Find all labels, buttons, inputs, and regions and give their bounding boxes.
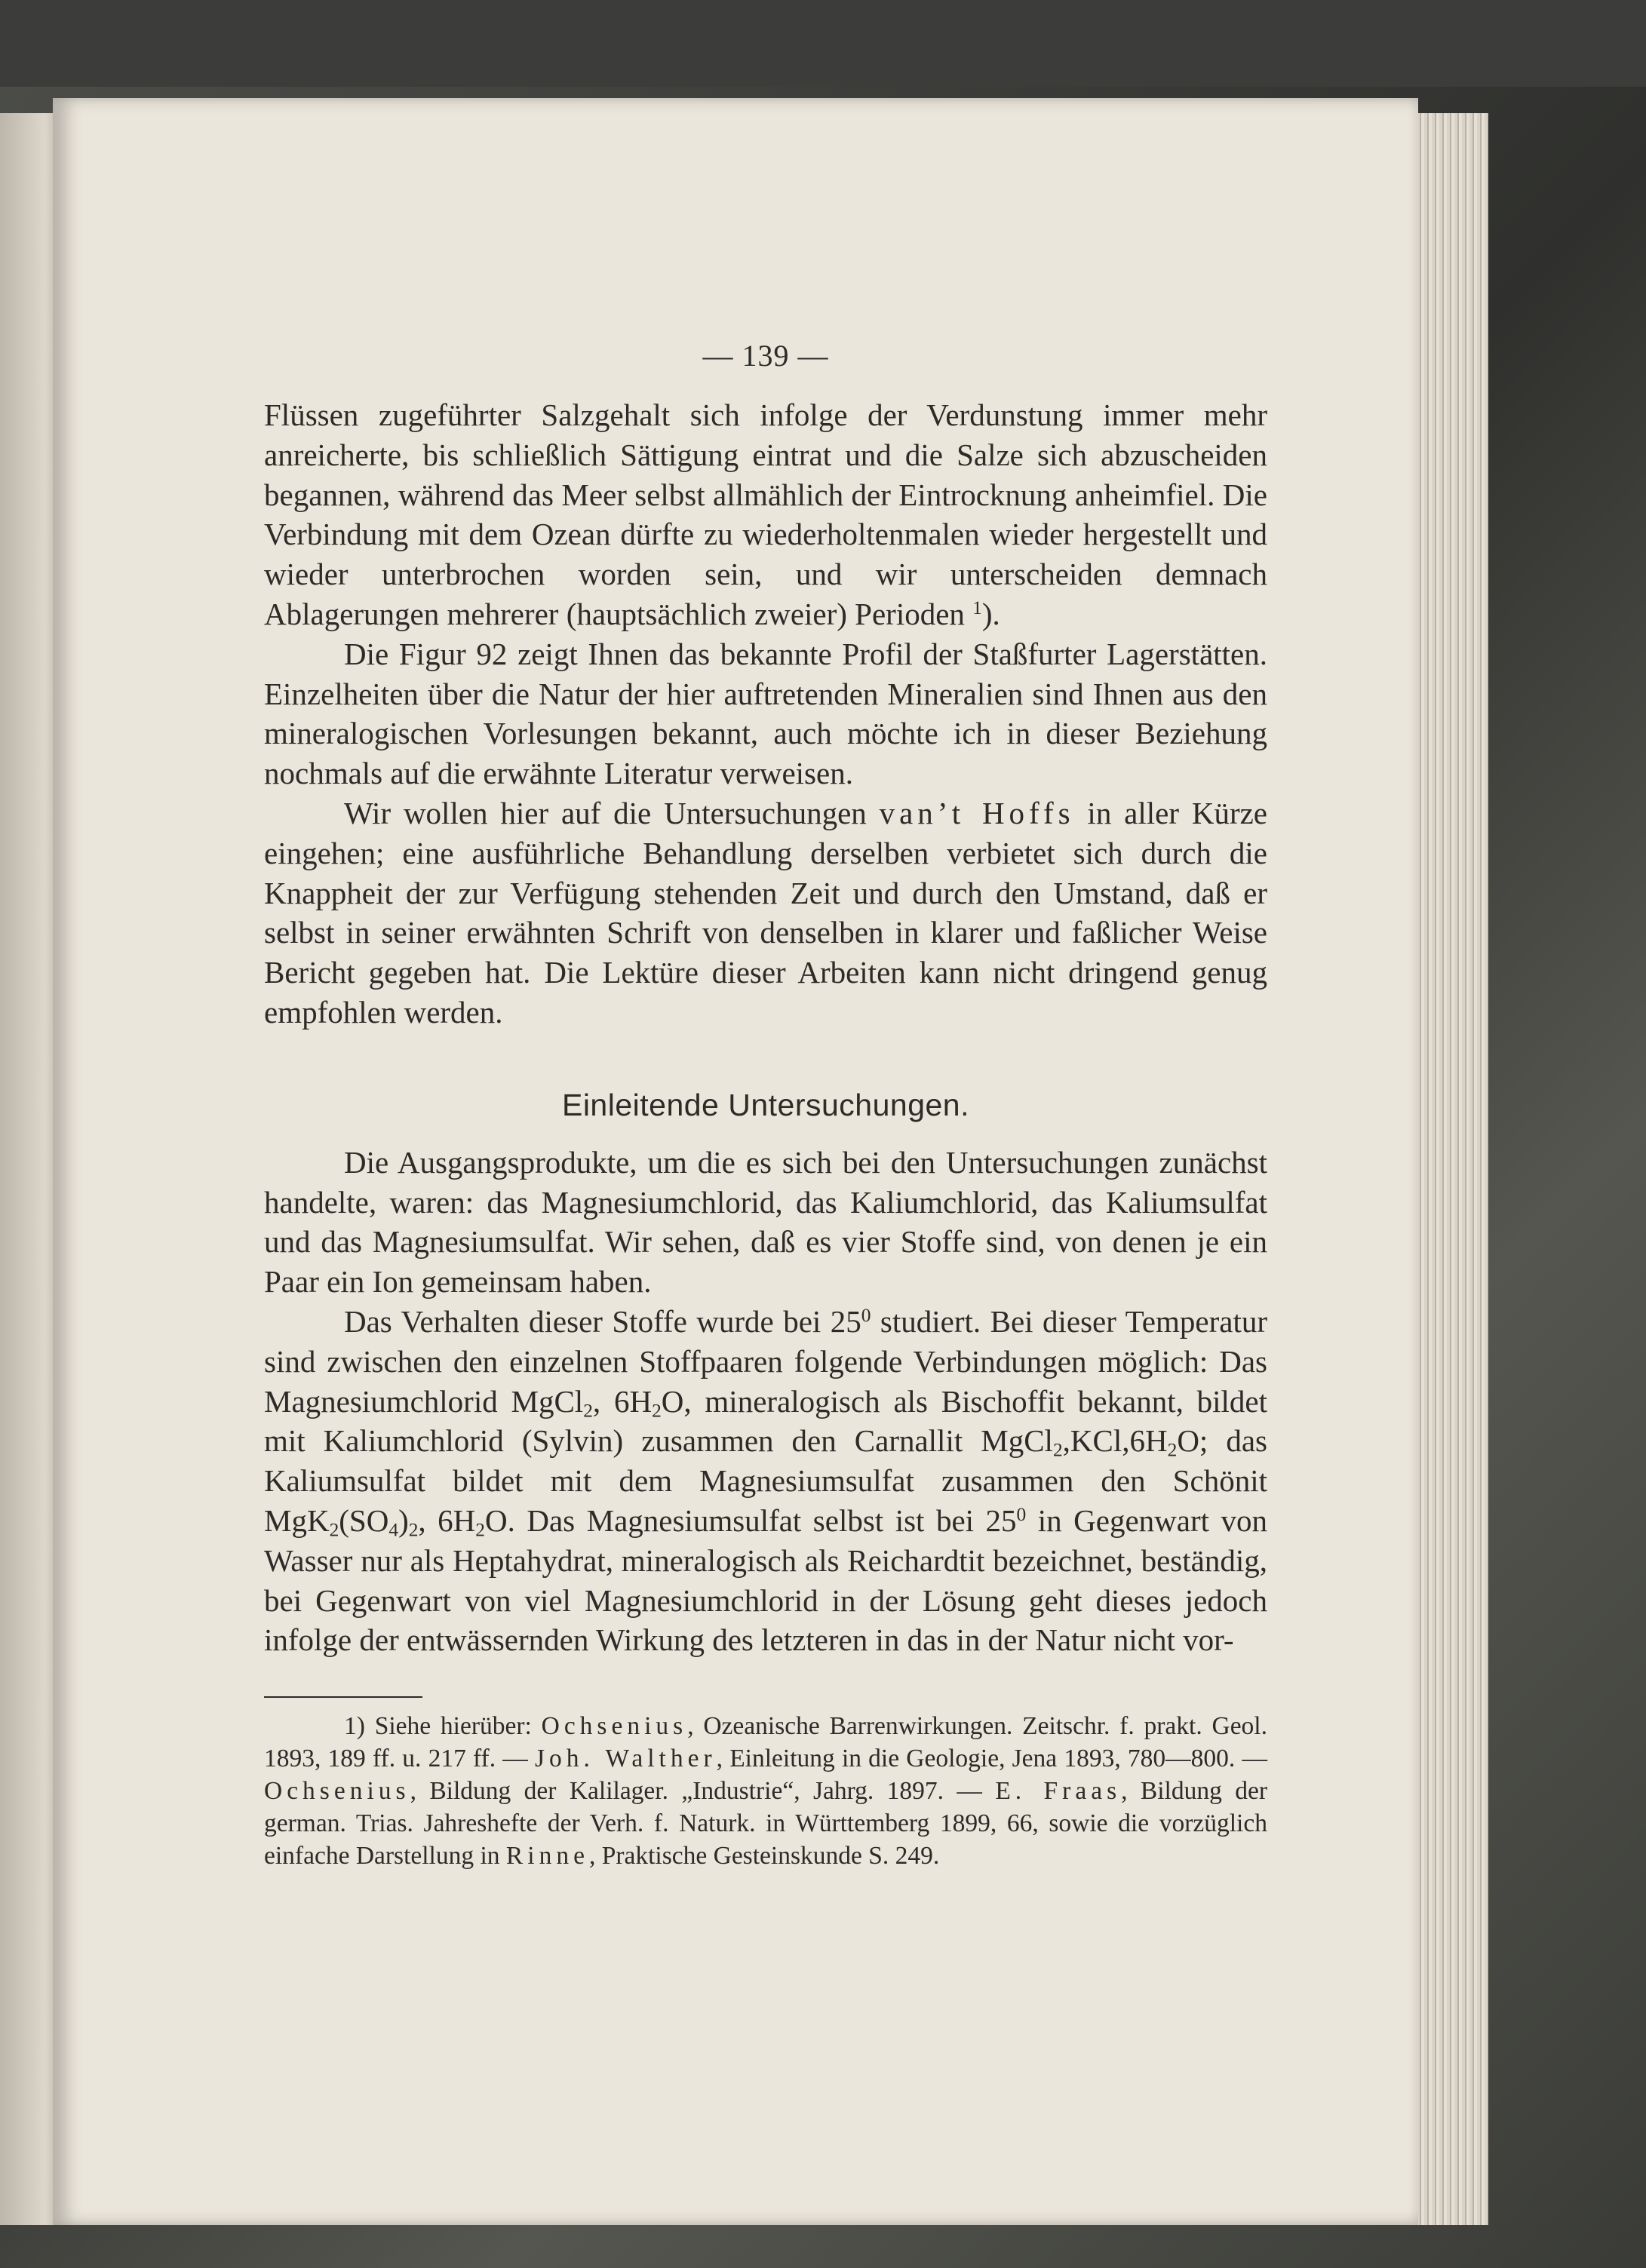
page-content [264,240,1267,1872]
paragraph-2: Die Figur 92 zeigt Ihnen das bekannte Profil der Staßfurter Lagerstätten. Einzelheiten über die Natur der hier auftretenden Mineralien sind Ihnen aus den mineralogischen Vorlesungen bekannt, auch möchte ich in dieser Beziehung nochmals auf die erwähnte Literatur verweisen. [264,636,1267,791]
paragraph-1-text: Flüssen zugeführter Salzgehalt sich infolge der Verdunstung immer mehr anreicherte, bis schließlich Sättigung eintrat und die Salze sich abzuscheiden begannen, während das Meer selbst allmählich der Eintrocknung anheimfiel. Die Verbindung mit dem Ozean dürfte zu wiederholtenmalen wieder hergestellt und wieder unterbrochen worden sein, und wir unterscheiden demnach Ablagerungen mehrerer (hauptsächlich zweier) Perioden [264,397,1267,631]
footnote-ref: 1 [972,597,982,619]
paragraph-1 [264,395,1267,634]
paragraph-4: Die Ausgangsprodukte, um die es sich bei den Untersuchungen zunächst handelte, waren: das Magnesiumchlorid, das Kaliumchlorid, das Kaliumsulfat und das Magnesiumsulfat. Wir sehen, daß es vier Stoffe sind, von denen je ein Paar ein Ion gemeinsam haben. [264,1144,1267,1300]
page-edges [1409,113,1488,2225]
author-name: van’t Hoffs [879,795,1075,830]
book-page [53,98,1418,2225]
footnote-rule [264,1696,422,1698]
body-text [264,395,1267,1660]
paragraph-3: Wir wollen hier auf die Untersuchungen van’t Hoffs in aller Kürze eingehen; eine ausführliche Behandlung derselben verbietet sich durch die Knappheit der zur Verfügung stehenden Zeit und durch den Umstand, daß er selbst in seiner erwähnten Schrift von denselben in klarer und faßlicher Weise Bericht gegeben hat. Die Lektüre dieser Arbeiten kann nicht dringend genug empfohlen werden. [264,795,1267,1030]
page-number: — 139 — [702,339,829,373]
paragraph-5: Das Verhalten dieser Stoffe wurde bei $25^0$ studiert. Bei dieser Temperatur sind zwischen den einzelnen Stoffpaaren folgende Verbindungen möglich: Das Magnesiumchlorid MgCl$_2$, $6H_2O$, mineralogisch als Bischoffit bekannt, bildet mit Kaliumchlorid (Sylvin) zusammen den Carnallit $MgCl_2,KCl,6H_2O$; das Kaliumsulfat bildet mit dem Magnesiumsulfat zusammen den Schönit $MgK_2(SO_4)_2$, $6H_2O$. Das Magnesiumsulfat selbst ist bei $25^0$ in Gegenwart von Wasser nur als Heptahydrat, mineralogisch als Reichardtit bezeichnet, beständig, bei Gegenwart von viel Magnesiumchlorid in der Lösung geht dieses jedoch infolge der entwässernden Wirkung des letzteren in das in der Natur nicht vor- [264,1303,1268,1658]
paragraph-1-end: ). [981,596,1000,631]
footnote: 1) Siehe hierüber: Ochsenius, Ozeanische Barrenwirkungen. Zeitschr. f. prakt. Geol. 1893, 189 ff. u. 217 ff. — Joh. Walther, Einleitung in die Geologie, Jena 1893, 780—800. — Ochsenius, Bildung der Kalilager. „Industrie“, Jahrg. 1897. — E. Fraas, Bildung der german. Trias. Jahreshefte der Verh. f. Naturk. in Württemberg 1899, 66, sowie die vorzüglich einfache Darstellung in Rinne, Praktische Gesteinskunde S. 249. [264,1712,1268,1871]
section-heading: Einleitende Untersuchungen. [561,1087,970,1122]
